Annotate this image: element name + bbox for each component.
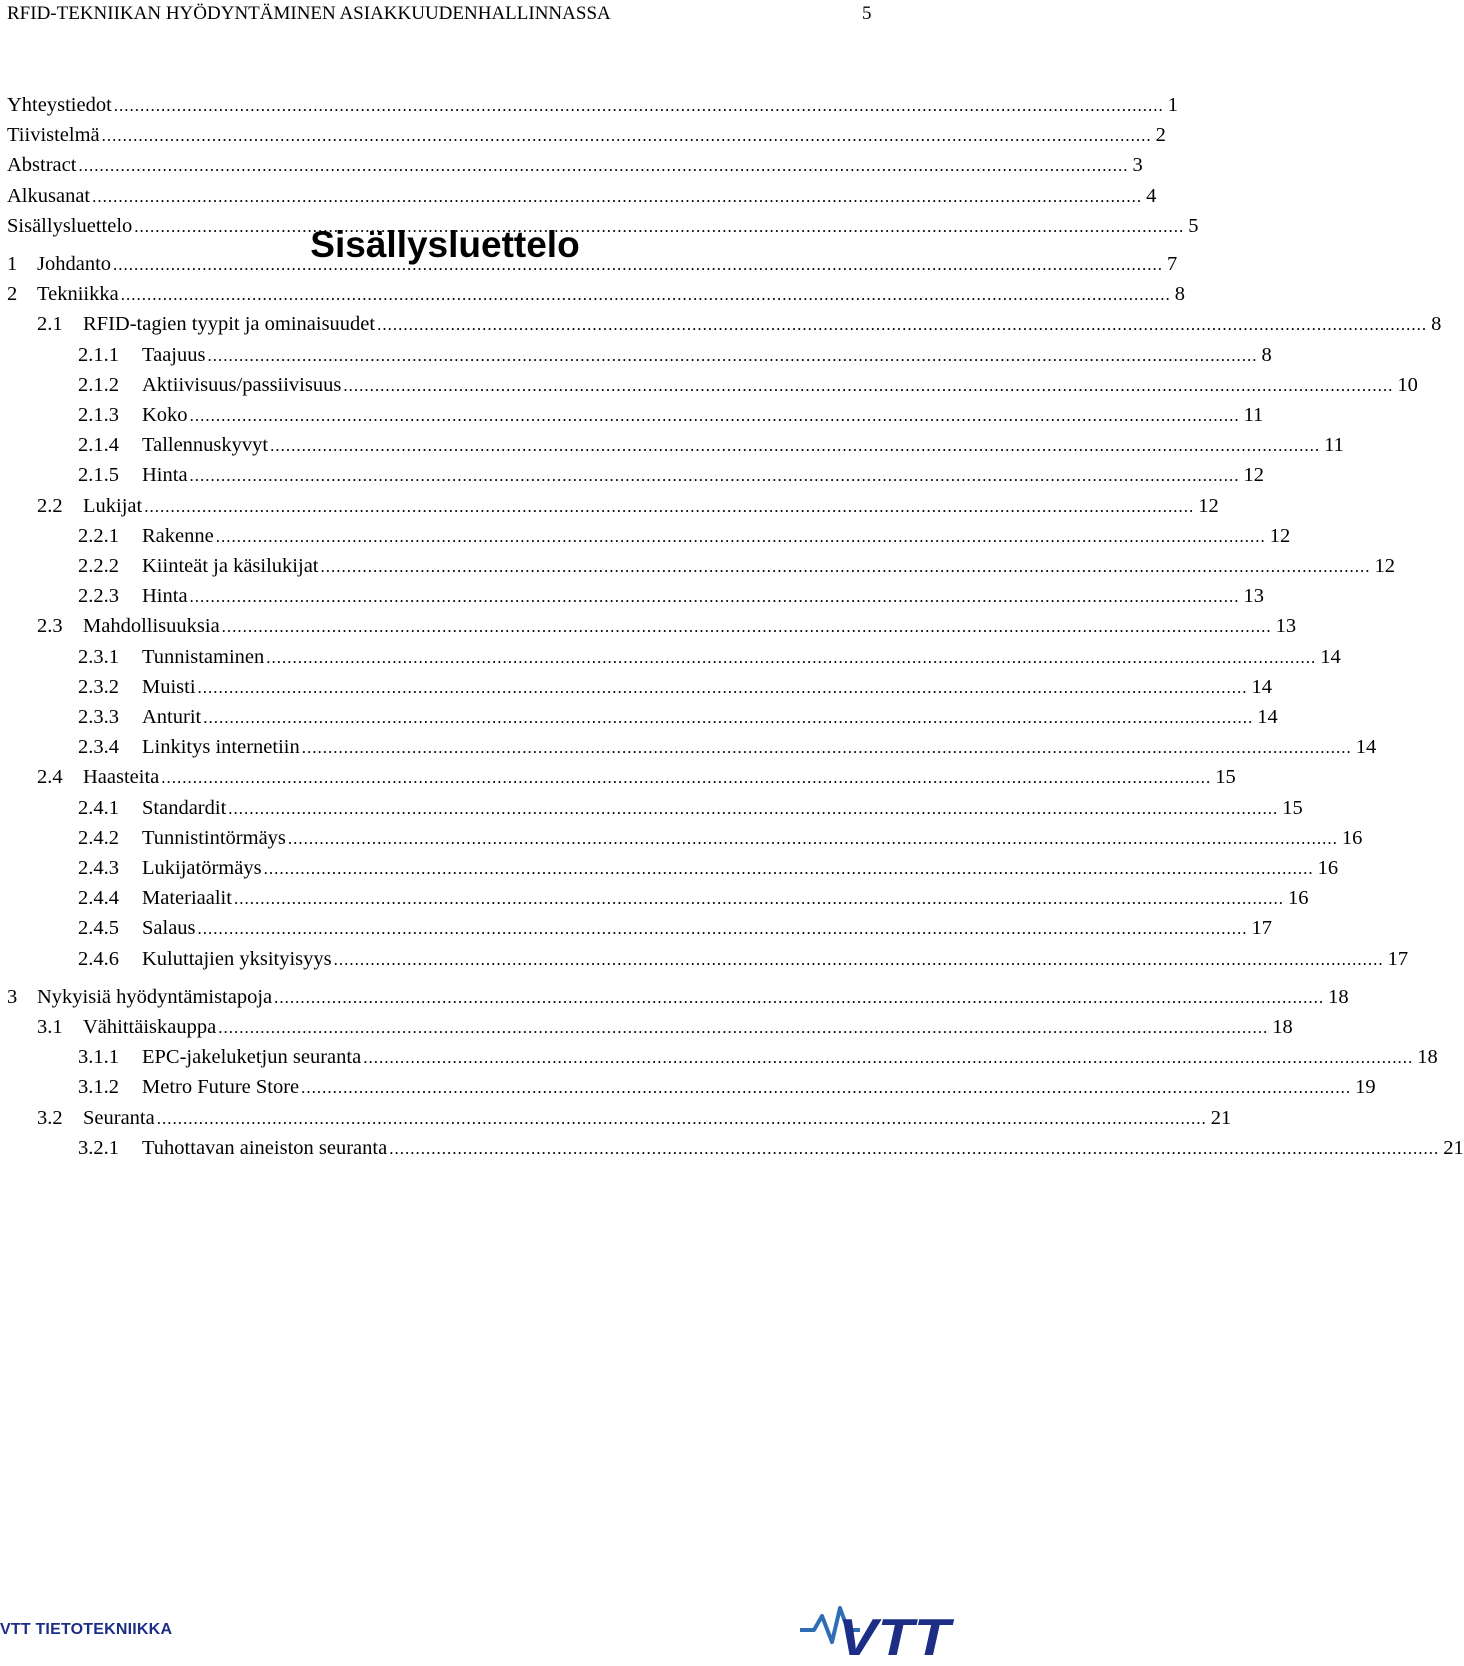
toc-dot-leader: ........................................................................................................................................................................................................ (215, 527, 1266, 546)
toc-entry-page: 8 (1261, 344, 1272, 366)
toc-entry-line (142, 672, 1273, 703)
toc-entry-number: 3.2.1 (78, 1137, 119, 1159)
toc-entry-page: 8 (1431, 313, 1442, 335)
toc-entry-page: 16 (1317, 857, 1339, 879)
toc-dot-leader: ........................................................................................................................................................................................................ (320, 557, 1371, 576)
toc-entry-number: 3.1.1 (78, 1046, 119, 1068)
toc-entry-title: Alkusanat (7, 185, 91, 207)
footer-org-name: VTT TIETOTEKNIIKKA (0, 1621, 173, 1638)
toc-entry-line (37, 982, 1349, 1013)
toc-entry-title: Yhteystiedot (7, 94, 112, 116)
toc-entry-page: 12 (1269, 525, 1291, 547)
toc-entry[interactable] (0, 1072, 1376, 1102)
toc-entry[interactable] (0, 611, 1297, 641)
toc-dot-leader: ........................................................................................................................................................................................................ (134, 217, 1185, 236)
toc-dot-leader: ........................................................................................................................................................................................................ (363, 1048, 1414, 1067)
toc-entry-title: Rakenne (142, 525, 214, 547)
toc-dot-leader: ........................................................................................................................................................................................................ (161, 768, 1212, 787)
toc-entry-title: Aktiivisuus/passiivisuus (142, 374, 342, 396)
toc-entry-number: 3.2 (37, 1107, 63, 1129)
toc-entry-page: 1 (1167, 94, 1179, 116)
toc-entry[interactable] (0, 120, 1166, 150)
toc-entry-line (142, 430, 1344, 461)
toc-entry-page: 12 (1243, 464, 1265, 486)
toc-entry-line (7, 120, 1166, 151)
running-header (0, 0, 880, 28)
toc-entry-title: Salaus (142, 917, 196, 939)
toc-entry-line (7, 181, 1157, 212)
toc-entry-page: 3 (1132, 154, 1143, 176)
toc-dot-leader: ........................................................................................................................................................................................................ (263, 859, 1314, 878)
toc-entry-line (142, 1133, 1464, 1164)
toc-entry-number: 2 (7, 283, 18, 305)
toc-dot-leader: ........................................................................................................................................................................................................ (301, 1078, 1352, 1097)
toc-entry[interactable] (0, 340, 1272, 370)
toc-entry-line (142, 551, 1395, 582)
toc-entry-title: Tunnistaminen (142, 646, 265, 668)
toc-entry-title: Kiinteät ja käsilukijat (142, 555, 319, 577)
page-number: 5 (862, 3, 872, 24)
toc-entry[interactable] (0, 982, 1349, 1012)
toc-entry[interactable] (0, 181, 1157, 211)
logo-text: VTT (838, 1609, 955, 1666)
toc-dot-leader: ........................................................................................................................................................................................................ (113, 255, 1164, 274)
toc-entry[interactable] (0, 823, 1363, 853)
toc-dot-leader: ........................................................................................................................................................................................................ (377, 315, 1428, 334)
toc-entry-line (142, 702, 1278, 733)
toc-dot-leader: ........................................................................................................................................................................................................ (203, 708, 1254, 727)
toc-entry[interactable] (0, 551, 1395, 581)
toc-entry-page: 11 (1324, 434, 1344, 456)
toc-entry[interactable] (0, 702, 1278, 732)
toc-entry-line (142, 460, 1265, 491)
toc-dot-leader: ........................................................................................................................................................................................................ (113, 96, 1164, 115)
toc-entry-page: 2 (1155, 124, 1166, 146)
toc-entry-page: 16 (1341, 827, 1363, 849)
toc-entry-number: 2.1.3 (78, 404, 119, 426)
toc-entry-number: 2.4.3 (78, 857, 119, 879)
toc-entry-number: 2.2.1 (78, 525, 119, 547)
toc-entry-number: 2.3.1 (78, 646, 119, 668)
toc-entry-line (37, 279, 1185, 310)
toc-entry-line (142, 642, 1341, 673)
toc-entry-number: 2.1.1 (78, 344, 119, 366)
toc-dot-leader: ........................................................................................................................................................................................................ (287, 829, 1338, 848)
toc-entry-line (142, 853, 1339, 884)
toc-entry-title: Vähittäiskauppa (83, 1016, 217, 1038)
toc-entry[interactable] (0, 732, 1377, 762)
toc-entry-title: EPC-jakeluketjun seuranta (142, 1046, 362, 1068)
toc-entry-line (142, 913, 1273, 944)
toc-entry-number: 2.1 (37, 313, 63, 335)
toc-entry-number: 2.4.1 (78, 797, 119, 819)
toc-entry[interactable] (0, 762, 1236, 792)
toc-entry-number: 2.1.4 (78, 434, 119, 456)
toc-entry-page: 18 (1272, 1016, 1293, 1038)
toc-entry[interactable] (0, 853, 1339, 883)
toc-entry[interactable] (0, 521, 1291, 551)
toc-entry-page: 8 (1174, 283, 1185, 305)
toc-entry-line (83, 491, 1219, 522)
toc-entry[interactable] (0, 150, 1143, 180)
toc-entry-title: RFID-tagien tyypit ja ominaisuudet (83, 313, 376, 335)
toc-entry-number: 2.2.3 (78, 585, 119, 607)
toc-entry-number: 2.4.5 (78, 917, 119, 939)
toc-entry-line (83, 1012, 1293, 1043)
toc-entry-title: Sisällysluettelo (7, 215, 133, 237)
toc-entry-title: Taajuus (142, 344, 206, 366)
toc-entry-title: Tallennuskyvyt (142, 434, 269, 456)
toc-dot-leader: ........................................................................................................................................................................................................ (333, 950, 1384, 969)
toc-entry-title: Seuranta (83, 1107, 155, 1129)
toc-dot-leader: ........................................................................................................................................................................................................ (92, 187, 1143, 206)
toc-entry-title: Haasteita (83, 766, 160, 788)
toc-entry-number: 2.4.4 (78, 887, 119, 909)
toc-entry-page: 12 (1374, 555, 1395, 577)
toc-entry-page: 17 (1387, 948, 1409, 970)
toc-entry-title: Anturit (142, 706, 202, 728)
toc-entry[interactable] (0, 460, 1265, 490)
toc-entry-number: 2.4 (37, 766, 63, 788)
toc-entry-line (142, 400, 1264, 431)
toc-entry-title: Materiaalit (142, 887, 232, 909)
toc-entry-page: 21 (1443, 1137, 1464, 1159)
toc-entry-line (142, 581, 1265, 612)
toc-dot-leader: ........................................................................................................................................................................................................ (233, 889, 1284, 908)
toc-entry-line (142, 521, 1291, 552)
toc-entry-page: 18 (1328, 986, 1349, 1008)
toc-entry-line (7, 150, 1143, 181)
toc-entry-page: 15 (1282, 797, 1303, 819)
toc-entry-title: Lukijatörmäys (142, 857, 262, 879)
toc-entry-title: Metro Future Store (142, 1076, 300, 1098)
toc-entry-number: 2.2.2 (78, 555, 119, 577)
toc-entry-page: 17 (1251, 917, 1273, 939)
toc-entry-number: 1 (7, 253, 18, 275)
toc-entry-number: 3.1.2 (78, 1076, 119, 1098)
toc-entry[interactable] (0, 913, 1273, 943)
toc-entry-page: 7 (1167, 253, 1178, 275)
toc-entry-title: Johdanto (37, 253, 112, 275)
toc-entry-number: 2.1.5 (78, 464, 119, 486)
toc-entry-title: Abstract (7, 154, 77, 176)
toc-entry-title: Nykyisiä hyödyntämistapoja (37, 986, 273, 1008)
toc-entry[interactable] (0, 90, 1179, 120)
toc-entry-number: 2.3.2 (78, 676, 119, 698)
toc-entry[interactable] (0, 430, 1344, 460)
toc-entry-line (142, 883, 1309, 914)
toc-entry-number: 3 (7, 986, 18, 1008)
toc-entry[interactable] (0, 642, 1341, 672)
toc-dot-leader: ........................................................................................................................................................................................................ (343, 376, 1394, 395)
toc-entry-page: 18 (1417, 1046, 1438, 1068)
toc-dot-leader: ........................................................................................................................................................................................................ (78, 156, 1129, 175)
toc-entry-number: 3.1 (37, 1016, 63, 1038)
toc-entry-page: 14 (1320, 646, 1341, 668)
toc-entry[interactable] (0, 400, 1264, 430)
toc-entry-title: Tunnistintörmäys (142, 827, 286, 849)
page-title: Sisällysluettelo (310, 224, 580, 265)
toc-dot-leader: ........................................................................................................................................................................................................ (270, 436, 1321, 455)
toc-entry-line (142, 1072, 1376, 1103)
toc-entry-line (142, 340, 1272, 371)
toc-entry[interactable] (0, 944, 1409, 974)
toc-entry-page: 5 (1188, 215, 1199, 237)
toc-entry-title: Linkitys internetiin (142, 736, 300, 758)
toc-entry-title: Mahdollisuuksia (83, 615, 220, 637)
toc-entry-line (37, 249, 1178, 280)
toc-dot-leader: ........................................................................................................................................................................................................ (197, 919, 1248, 938)
toc-entry-page: 14 (1251, 676, 1273, 698)
toc-entry-page: 15 (1215, 766, 1236, 788)
toc-entry[interactable] (0, 1103, 1232, 1133)
toc-entry-line (83, 1103, 1232, 1134)
toc-dot-leader: ........................................................................................................................................................................................................ (120, 285, 1171, 304)
toc-entry[interactable] (0, 249, 1178, 279)
toc-entry-number: 2.3.3 (78, 706, 119, 728)
toc-entry-number: 2.1.2 (78, 374, 119, 396)
toc-entry-line (83, 611, 1297, 642)
toc-entry-line (142, 944, 1409, 975)
toc-entry-line (142, 793, 1303, 824)
toc-entry-title: Tuhottavan aineiston seuranta (142, 1137, 388, 1159)
toc-dot-leader: ........................................................................................................................................................................................................ (274, 988, 1325, 1007)
toc-entry-title: Koko (142, 404, 188, 426)
toc-entry-title: Standardit (142, 797, 227, 819)
toc-entry-page: 13 (1243, 585, 1265, 607)
toc-dot-leader: ........................................................................................................................................................................................................ (144, 497, 1195, 516)
toc-entry-title: Tiivistelmä (7, 124, 100, 146)
toc-entry-line (83, 762, 1236, 793)
toc-entry[interactable] (0, 1042, 1438, 1072)
toc-entry[interactable] (0, 883, 1309, 913)
toc-entry[interactable] (0, 672, 1273, 702)
toc-dot-leader: ........................................................................................................................................................................................................ (221, 617, 1272, 636)
toc-dot-leader: ........................................................................................................................................................................................................ (156, 1109, 1207, 1128)
toc-dot-leader: ........................................................................................................................................................................................................ (301, 738, 1352, 757)
toc-entry-number: 2.3.4 (78, 736, 119, 758)
toc-entry[interactable] (0, 370, 1418, 400)
toc-entry-line (83, 309, 1442, 340)
toc-entry[interactable] (0, 1133, 1464, 1163)
toc-entry-line (142, 370, 1418, 401)
toc-entry-title: Hinta (142, 464, 188, 486)
toc-dot-leader: ........................................................................................................................................................................................................ (197, 678, 1248, 697)
toc-entry-number: 2.4.6 (78, 948, 119, 970)
toc-dot-leader: ........................................................................................................................................................................................................ (266, 648, 1317, 667)
toc-entry-title: Kuluttajien yksityisyys (142, 948, 332, 970)
toc-dot-leader: ........................................................................................................................................................................................................ (189, 406, 1240, 425)
toc-entry-page: 11 (1243, 404, 1264, 426)
toc-entry[interactable] (0, 491, 1219, 521)
toc-dot-leader: ........................................................................................................................................................................................................ (189, 466, 1240, 485)
toc-entry-line (7, 90, 1179, 121)
toc-entry-number: 2.2 (37, 495, 63, 517)
vtt-logo-icon (800, 1580, 955, 1666)
toc-entry-line (7, 211, 1199, 242)
toc-dot-leader: ........................................................................................................................................................................................................ (228, 799, 1279, 818)
toc-entry-line (142, 823, 1363, 854)
toc-dot-leader: ........................................................................................................................................................................................................ (189, 587, 1240, 606)
toc-dot-leader: ........................................................................................................................................................................................................ (207, 346, 1258, 365)
toc-entry-page: 10 (1397, 374, 1418, 396)
toc-entry[interactable] (0, 211, 1199, 241)
toc-dot-leader: ........................................................................................................................................................................................................ (389, 1139, 1440, 1158)
toc-dot-leader: ........................................................................................................................................................................................................ (218, 1018, 1269, 1037)
toc-entry-title: Hinta (142, 585, 188, 607)
toc-entry[interactable] (0, 1012, 1293, 1042)
toc-entry-page: 13 (1275, 615, 1297, 637)
toc-dot-leader: ........................................................................................................................................................................................................ (101, 126, 1152, 145)
toc-entry-title: Tekniikka (37, 283, 119, 305)
toc-entry-line (142, 732, 1377, 763)
running-header-title: RFID-TEKNIIKAN HYÖDYNTÄMINEN ASIAKKUUDENHALLINNASSA (7, 3, 611, 24)
toc-entry[interactable] (0, 309, 1442, 339)
toc-entry-page: 12 (1198, 495, 1219, 517)
toc-entry-number: 2.3 (37, 615, 63, 637)
toc-entry[interactable] (0, 581, 1265, 611)
toc-entry-page: 14 (1257, 706, 1278, 728)
toc-entry-number: 2.4.2 (78, 827, 119, 849)
toc-entry-title: Muisti (142, 676, 196, 698)
toc-entry-page: 19 (1355, 1076, 1376, 1098)
toc-entry-line (142, 1042, 1438, 1073)
toc-entry[interactable] (0, 793, 1303, 823)
toc-entry-page: 16 (1287, 887, 1309, 909)
toc-entry-page: 4 (1146, 185, 1157, 207)
toc-entry-page: 14 (1355, 736, 1377, 758)
toc-entry-page: 21 (1210, 1107, 1232, 1129)
toc-entry-title: Lukijat (83, 495, 143, 517)
toc-entry[interactable] (0, 279, 1185, 309)
